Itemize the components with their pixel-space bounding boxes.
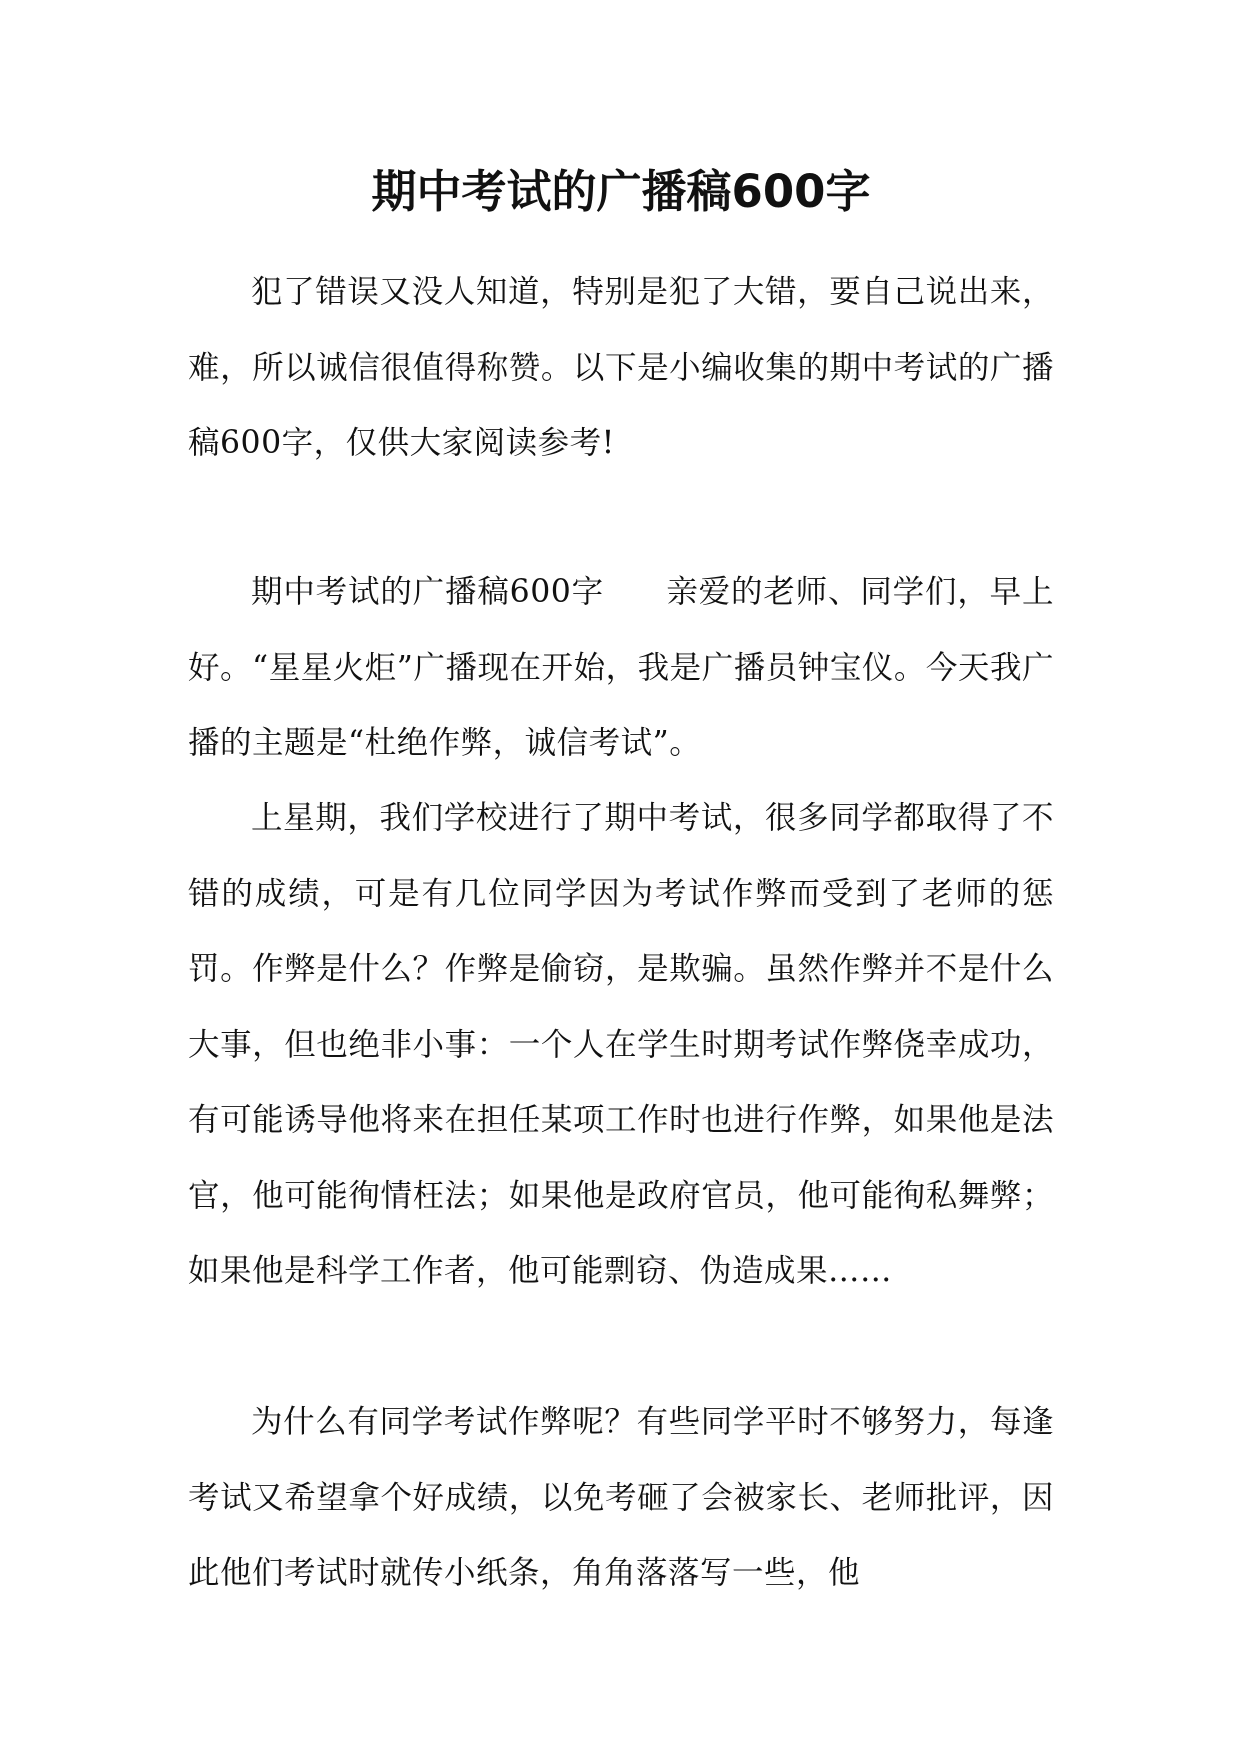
body-paragraph-cheating: 上星期，我们学校进行了期中考试，很多同学都取得了不错的成绩，可是有几位同学因为考试作弊而受到了老师的惩罚。作弊是什么？作弊是偷窃，是欺骗。虽然作弊并不是什么大事，但也绝非小事：一个人在学生时期考试作弊侥幸成功，有可能诱导他将来在担任某项工作时也进行作弊，如果他是法官，他可能徇情枉法；如果他是政府官员，他可能徇私舞弊；如果他是科学工作者，他可能剽窃、伪造成果…… — [188, 800, 1054, 1289]
section-paragraph — [188, 555, 1054, 782]
body-paragraph-reasons: 为什么有同学考试作弊呢？有些同学平时不够努力，每逢考试又希望拿个好成绩，以免考砸了会被家长、老师批评，因此他们考试时就传小纸条，角角落落写一些，他 — [188, 1404, 1054, 1591]
intro-paragraph: 犯了错误又没人知道，特别是犯了大错，要自己说出来，难，所以诚信很值得称赞。以下是小编收集的期中考试的广播稿600字，仅供大家阅读参考! — [188, 274, 1054, 461]
document-title: 期中考试的广播稿600字 — [371, 165, 871, 218]
section-body: 亲爱的老师、同学们，早上好。“星星火炬”广播现在开始，我是广播员钟宝仪。今天我广播的主题是“杜绝作弊，诚信考试”。 — [188, 574, 1054, 761]
section-heading: 期中考试的广播稿600字 — [251, 574, 604, 610]
